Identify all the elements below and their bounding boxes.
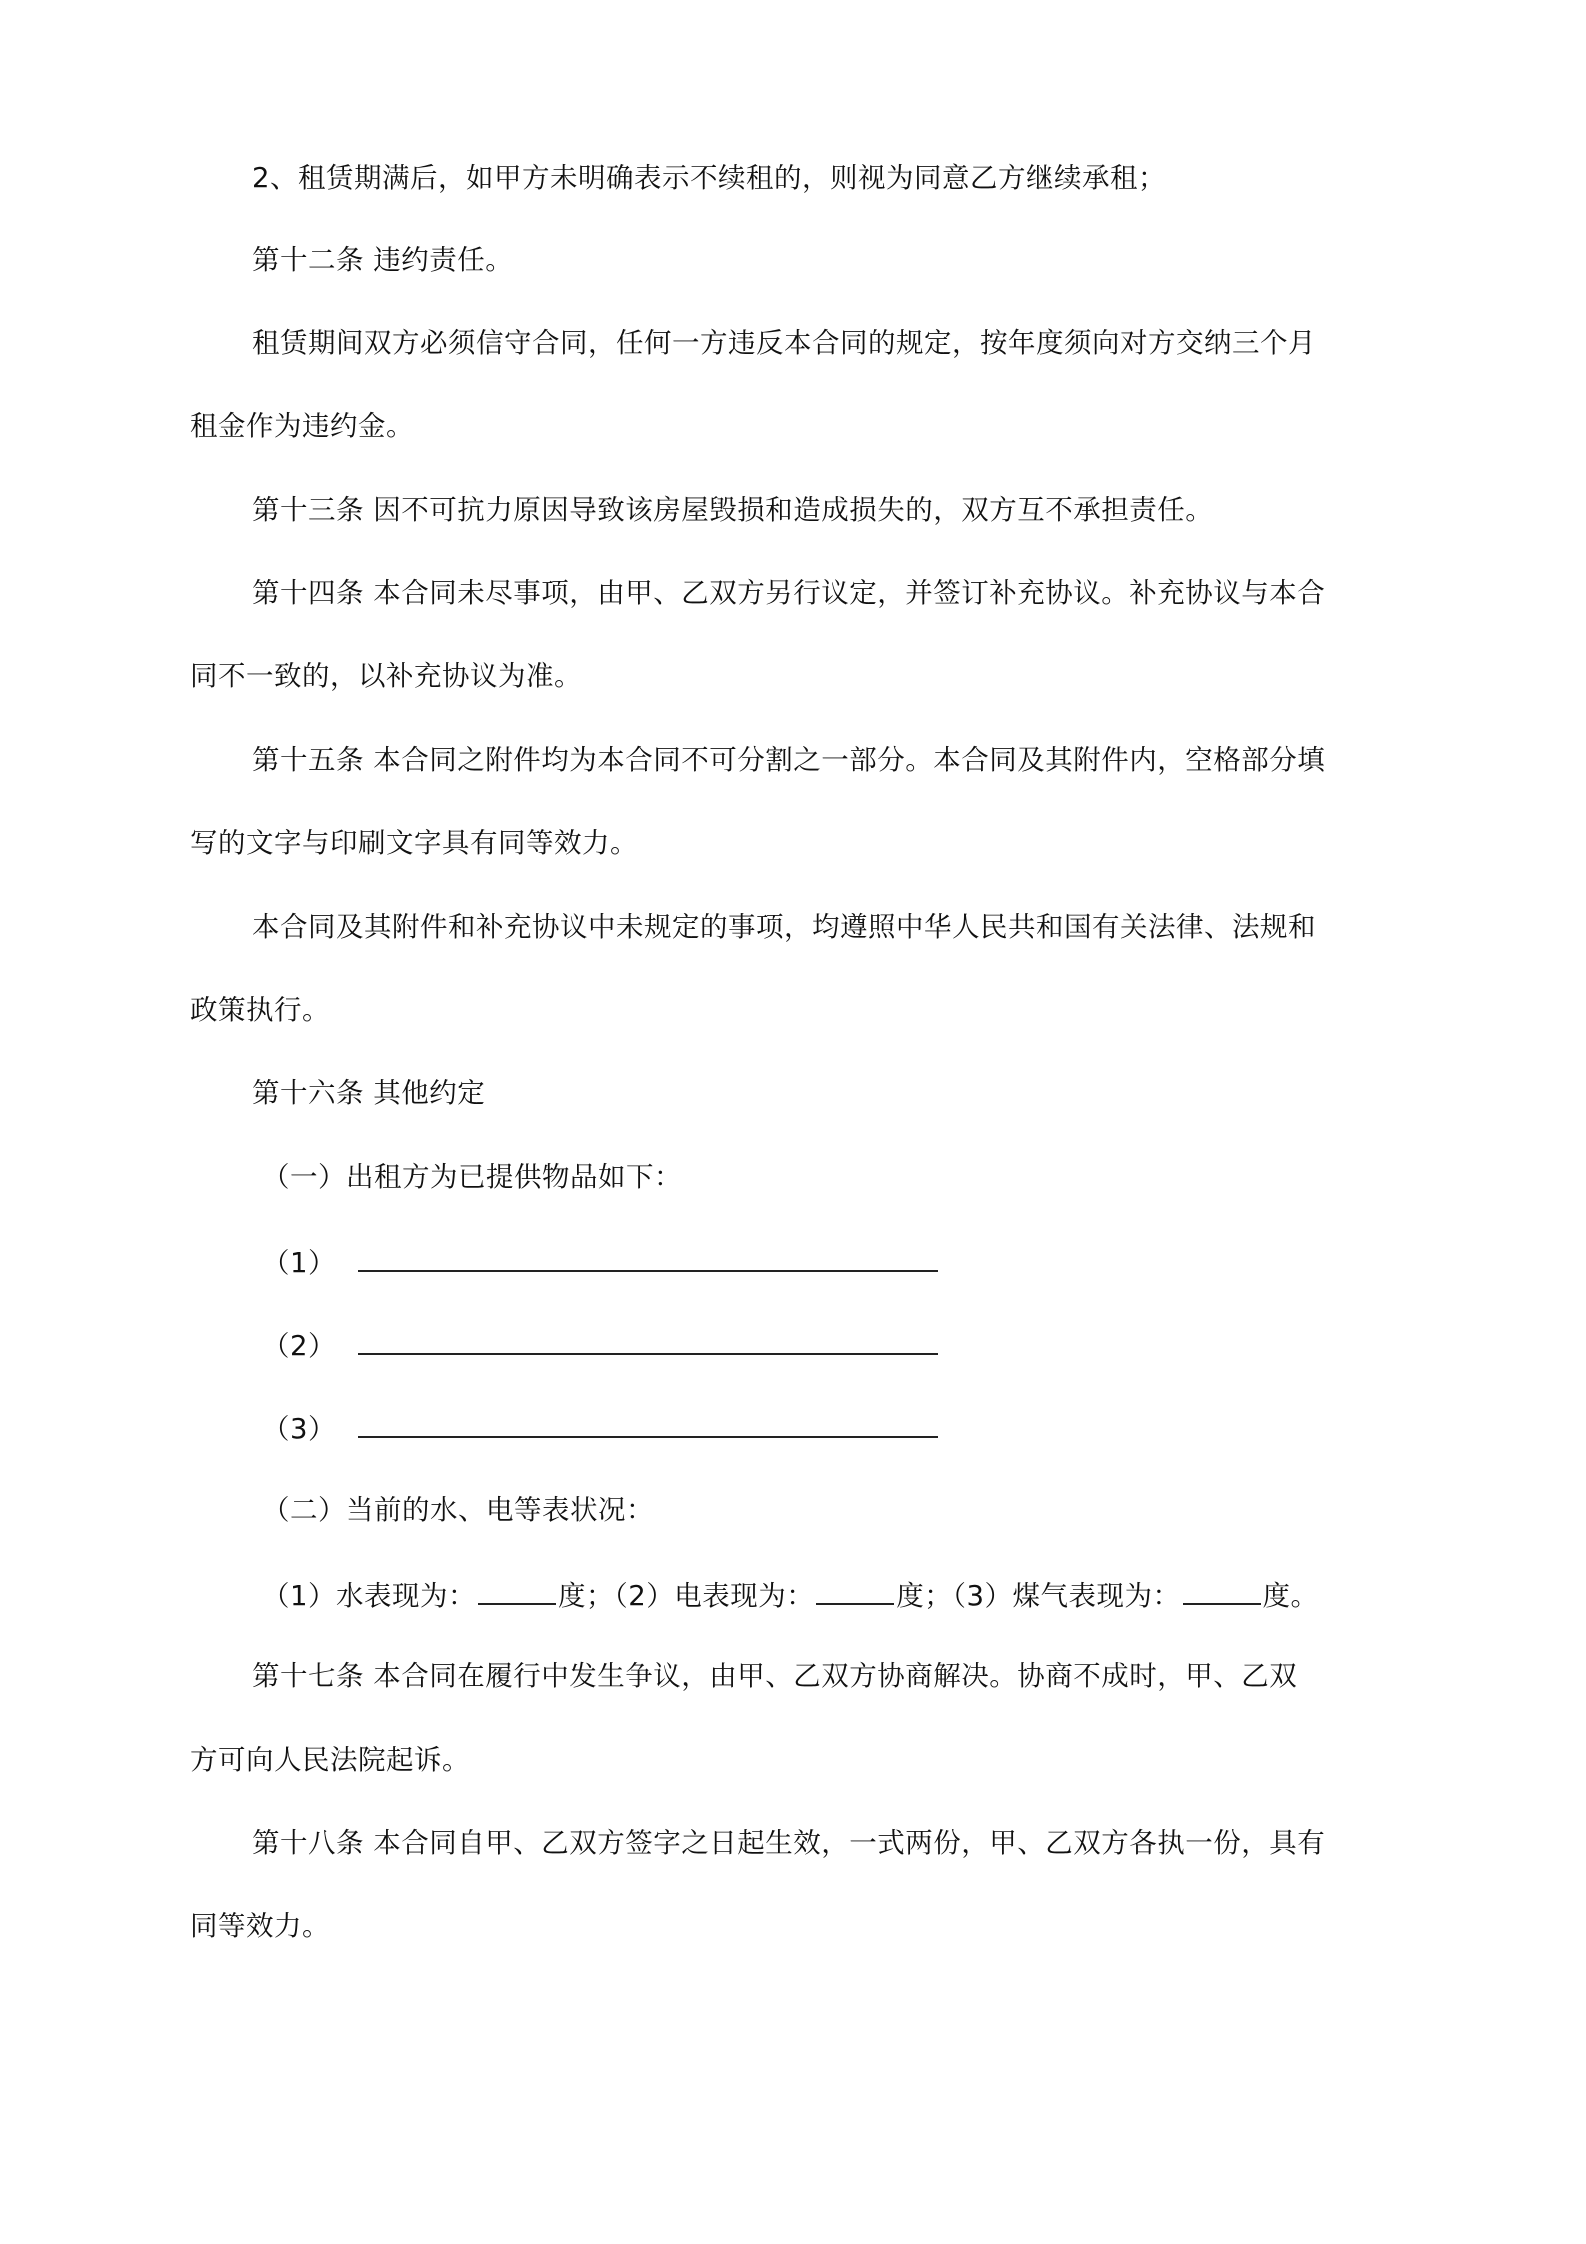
clause-15-supplement-line-1: 本合同及其附件和补充协议中未规定的事项，均遵照中华人民共和国有关法律、法规和 <box>252 911 1316 943</box>
gas-meter-label: （3）煤气表现为： <box>952 1580 1181 1612</box>
provided-item-3-label: （3） <box>262 1413 336 1445</box>
clause-12-heading: 第十二条 违约责任。 <box>252 244 514 276</box>
clause-13: 第十三条 因不可抗力原因导致该房屋毁损和造成损失的，双方互不承担责任。 <box>252 494 1214 526</box>
clause-14-line-1: 第十四条 本合同未尽事项，由甲、乙双方另行议定，并签订补充协议。补充协议与本合 <box>252 577 1326 609</box>
clause-17-line-1: 第十七条 本合同在履行中发生争议，由甲、乙双方协商解决。协商不成时，甲、乙双 <box>252 1660 1298 1692</box>
clause-15-line-1: 第十五条 本合同之附件均为本合同不可分割之一部分。本合同及其附件内，空格部分填 <box>252 744 1326 776</box>
electric-meter-label: （2）电表现为： <box>614 1580 815 1612</box>
provided-item-1-label: （1） <box>262 1247 336 1279</box>
meter-status-heading: （二）当前的水、电等表状况： <box>262 1494 654 1526</box>
clause-14-line-2: 同不一致的，以补充协议为准。 <box>190 660 582 692</box>
provided-item-2-label: （2） <box>262 1330 336 1362</box>
clause-12-text-line-2: 租金作为违约金。 <box>190 410 414 442</box>
provided-item-1-blank[interactable] <box>358 1240 938 1272</box>
clause-17-line-2: 方可向人民法院起诉。 <box>190 1744 470 1776</box>
electric-meter-unit: 度； <box>896 1580 953 1612</box>
electric-meter-blank[interactable] <box>816 1573 894 1605</box>
provided-item-3 <box>262 1406 1482 1449</box>
provided-item-2-blank[interactable] <box>358 1323 938 1355</box>
gas-meter-blank[interactable] <box>1183 1573 1261 1605</box>
water-meter-label: （1）水表现为： <box>262 1580 476 1612</box>
provided-items-heading: （一）出租方为已提供物品如下： <box>262 1161 682 1193</box>
clause-11-item-2: 2、租赁期满后，如甲方未明确表示不续租的，则视为同意乙方继续承租； <box>252 162 1166 194</box>
meter-readings-line <box>262 1573 1482 1616</box>
clause-16-heading: 第十六条 其他约定 <box>252 1077 486 1109</box>
provided-item-2 <box>262 1323 1482 1366</box>
clause-12-text-line-1: 租赁期间双方必须信守合同，任何一方违反本合同的规定，按年度须向对方交纳三个月 <box>252 327 1316 359</box>
provided-item-3-blank[interactable] <box>358 1406 938 1438</box>
clause-18-line-2: 同等效力。 <box>190 1910 330 1942</box>
water-meter-blank[interactable] <box>478 1573 556 1605</box>
gas-meter-unit: 度。 <box>1262 1580 1319 1612</box>
provided-item-1 <box>262 1240 1482 1283</box>
clause-15-supplement-line-2: 政策执行。 <box>190 994 330 1026</box>
water-meter-unit: 度； <box>558 1580 614 1612</box>
clause-18-line-1: 第十八条 本合同自甲、乙双方签字之日起生效，一式两份，甲、乙双方各执一份，具有 <box>252 1827 1326 1859</box>
clause-15-line-2: 写的文字与印刷文字具有同等效力。 <box>190 827 638 859</box>
